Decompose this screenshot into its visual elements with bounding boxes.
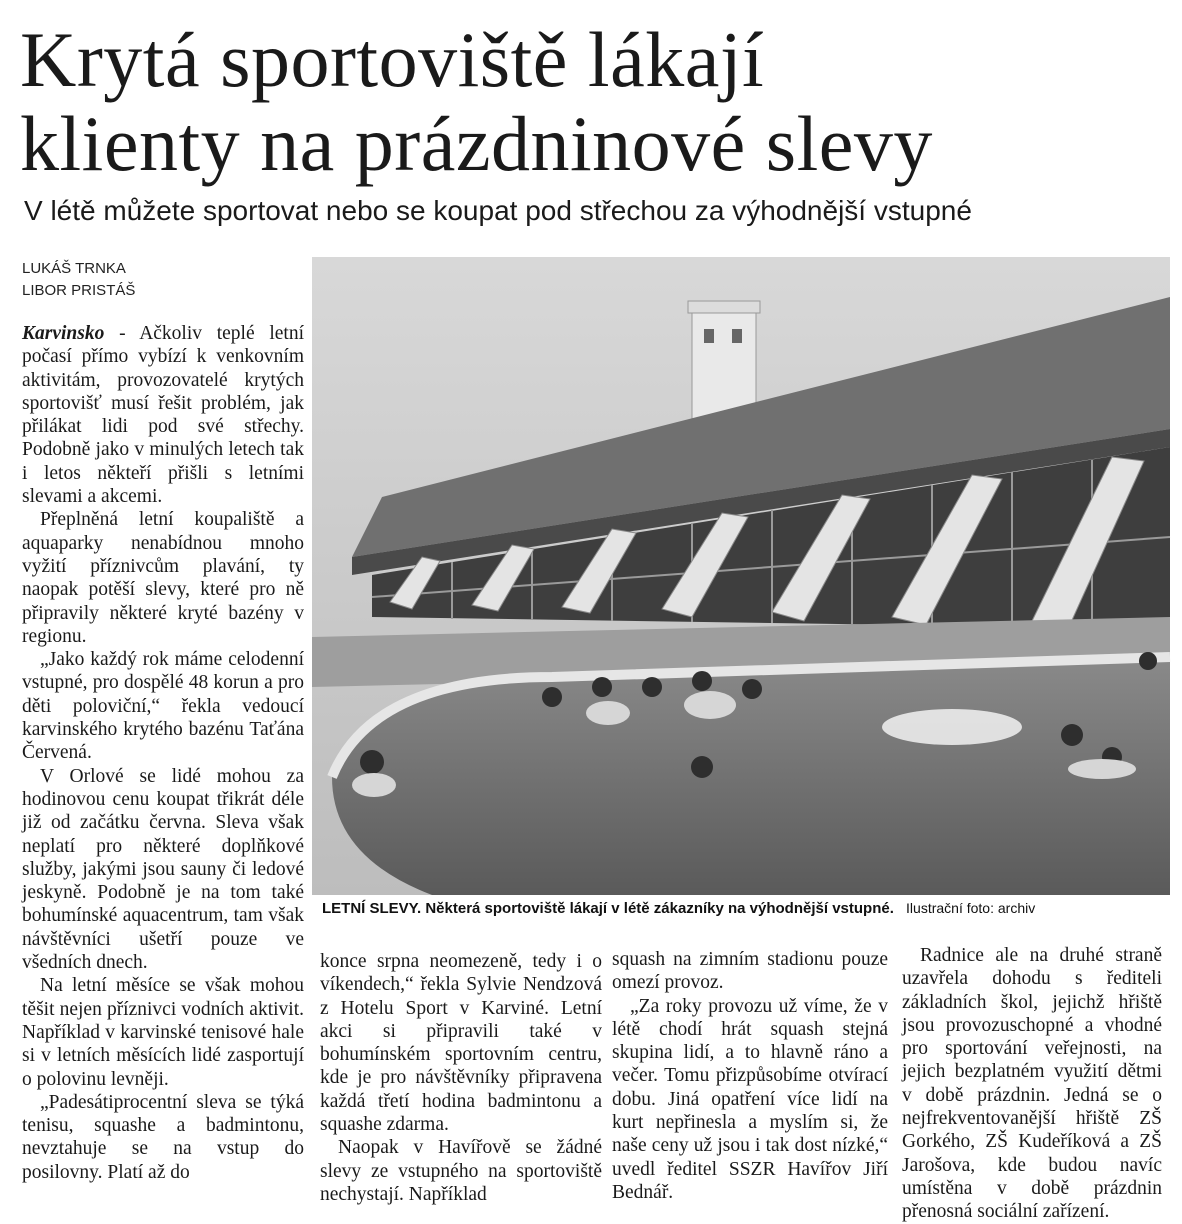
headline-line-1: Krytá sportoviště lákají: [20, 16, 765, 103]
subheadline: V létě můžete sportovat nebo se koupat pod střechou za výhodnější vstupné: [24, 195, 972, 226]
article-column-2: [320, 950, 602, 1212]
paragraph-9: Radnice ale na druhé straně uzavřela dohodu s řediteli základních škol, jejichž hřiště jsou provozuschopné a vhodné pro sportování veřejnosti, na jejich bezplatném využití dětmi v době prázdnin. Jedná se o nejfrekventovanější hřiště ZŠ Gorkého, ZŠ Kudeříková a ZŠ Jarošova, kde budou navíc umístěna v době prázdnin přenosná sociální zařízení.: [902, 945, 1162, 1223]
lead-paragraph: [22, 322, 304, 508]
lead-text: - Ačkoliv teplé letní počasí přímo vybízí k venkovním aktivitám, provozovatelé krytých sportovišť musí řešit problém, jak přilákat lidi pod své střechy. Podobně jako v minulých letech tak i letos někteří přišli s letními slevami a akcemi.: [22, 323, 304, 508]
article-photo: [312, 257, 1170, 895]
photo-credit: Ilustrační foto: archiv: [906, 900, 1036, 916]
caption-text: LETNÍ SLEVY. Některá sportoviště lákají v létě zákazníky na výhodnější vstupné.: [322, 900, 894, 917]
article-column-4: [902, 944, 1162, 1223]
indoor-pool-photo: [312, 257, 1170, 895]
paragraph-6: „Padesátiprocentní sleva se týká tenisu, squashe a badmintonu, nevztahuje se na vstup do posilovny. Platí až do: [22, 1091, 304, 1183]
paragraph-3: „Jako každý rok máme celodenní vstupné, pro dospělé 48 korun a pro děti poloviční,“ řekla vedoucí karvinského krytého bazénu Taťána Červená.: [22, 649, 304, 764]
paragraph-8: „Za roky provozu už víme, že v létě chodí hrát squash stejná skupina lidí, a to hlavně ráno a večer. Tomu přizpůsobíme otvírací dobu. Jiná opatření více lidí na kurt nepřinesla a myslím si, že naše ceny už jsou i tak dost nízké,“ uvedl ředitel SSZR Havířov Jiří Bednář.: [612, 995, 888, 1203]
paragraph-2: Přeplněná letní koupaliště a aquaparky nenabídnou mnoho vyžití příznivcům plavání, ty naopak potěší slevy, které pro ně připravily některé kryté bazény v regionu.: [22, 509, 304, 647]
paragraph-6-continued: konce srpna neomezeně, tedy i o víkendech,“ řekla Sylvie Nendzová z Hotelu Sport v Karviné. Letní akci si připravili také v bohumínském sportovním centru, kde je pro návštěvníky připravena každá třetí hodina badmintonu a squashe zdarma.: [320, 951, 602, 1136]
paragraph-5: Na letní měsíce se však mohou těšit nejen příznivci vodních aktivit. Například v karvinské tenisové hale si v letních měsících lidé zasportují o polovinu levněji.: [22, 975, 304, 1090]
article-column-1: [22, 322, 304, 1212]
paragraph-4: V Orlové se lidé mohou za hodinovou cenu koupat třikrát déle již od začátku června. Sleva však neplatí pro některé doplňkové služby, jakými jsou sauny či ledové jeskyně. Podobně je na tom také bohumínské aquacentrum, tam však návštěvníci ušetří pouze ve všedních dnech.: [22, 765, 304, 974]
author-2: LIBOR PRISTÁŠ: [22, 282, 136, 299]
headline-line-2: klienty na prázdninové slevy: [20, 100, 933, 187]
article-column-3: [612, 948, 888, 1210]
photo-caption: [322, 900, 1172, 917]
byline: [22, 258, 302, 302]
dateline-location: Karvinsko: [22, 323, 105, 344]
paragraph-7: Naopak v Havířově se žádné slevy ze vstupného na sportoviště nechystají. Například: [320, 1137, 602, 1205]
author-1: LUKÁŠ TRNKA: [22, 260, 126, 277]
paragraph-7-continued: squash na zimním stadionu pouze omezí provoz.: [612, 949, 888, 994]
headline: [20, 18, 1160, 186]
